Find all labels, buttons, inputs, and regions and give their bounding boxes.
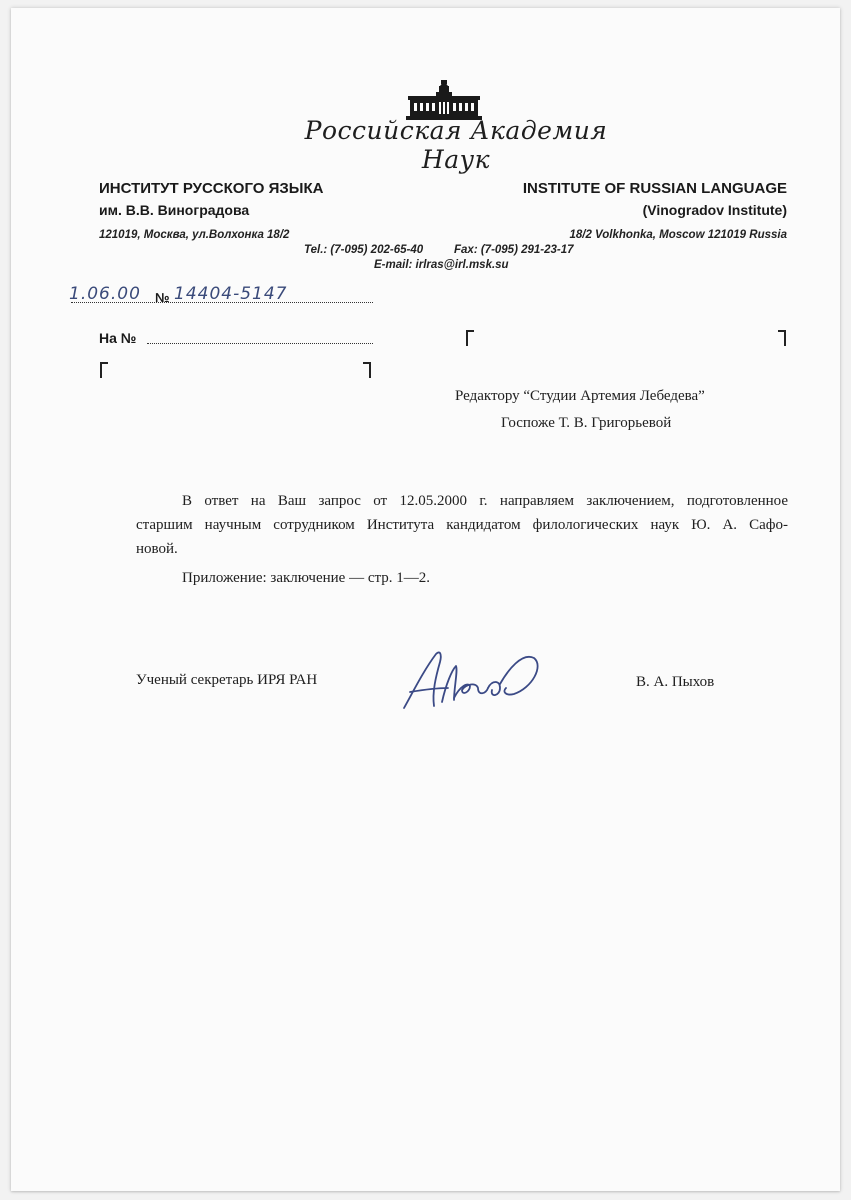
institute-title-ru: ИНСТИТУТ РУССКОГО ЯЗЫКА bbox=[99, 180, 324, 197]
institute-subtitle-en: (Vinogradov Institute) bbox=[642, 202, 787, 218]
right-address-corner-tr bbox=[778, 330, 786, 346]
attachment-note: Приложение: заключение — стр. 1—2. bbox=[182, 570, 430, 586]
telephone: Tel.: (7-095) 202-65-40 bbox=[304, 244, 424, 256]
reference-label: На № bbox=[99, 330, 137, 346]
institute-address-en: 18/2 Volkhonka, Moscow 121019 Russia bbox=[569, 229, 787, 241]
body-paragraph-line-2: старшим научным сотрудником Института кандидатом филологических наук Ю. А. Сафо- bbox=[136, 517, 788, 533]
body-paragraph-line-1: В ответ на Ваш запрос от 12.05.2000 г. направляем заключением, подготовленное bbox=[182, 493, 788, 509]
number-label: № bbox=[155, 290, 170, 305]
academy-script-logo: Российская Академия Наук bbox=[304, 116, 608, 174]
left-address-corner-tr bbox=[363, 362, 371, 378]
addressee-line-1: Редактору “Студии Артемия Лебедева” bbox=[455, 388, 705, 404]
signatory-name: В. А. Пыхов bbox=[636, 674, 715, 690]
institute-address-ru: 121019, Москва, ул.Волхонка 18/2 bbox=[99, 229, 290, 241]
handwritten-date: 1.06.00 bbox=[69, 284, 141, 304]
right-address-corner-tl bbox=[466, 330, 474, 346]
email: E-mail: irlras@irl.msk.su bbox=[374, 259, 509, 271]
institute-subtitle-ru: им. В.В. Виноградова bbox=[99, 202, 250, 218]
institute-title-en: INSTITUTE OF RUSSIAN LANGUAGE bbox=[522, 180, 787, 197]
reference-number-line bbox=[147, 343, 373, 344]
handwritten-signature bbox=[396, 640, 546, 720]
letter-page bbox=[11, 8, 840, 1191]
signatory-position: Ученый секретарь ИРЯ РАН bbox=[136, 672, 318, 688]
handwritten-number: 14404-5147 bbox=[174, 284, 288, 304]
academy-building-icon bbox=[406, 78, 482, 120]
addressee-line-2: Госпоже Т. В. Григорьевой bbox=[501, 415, 672, 431]
fax: Fax: (7-095) 291-23-17 bbox=[454, 244, 574, 256]
body-paragraph-line-3: новой. bbox=[136, 541, 178, 557]
left-address-corner-tl bbox=[100, 362, 108, 378]
